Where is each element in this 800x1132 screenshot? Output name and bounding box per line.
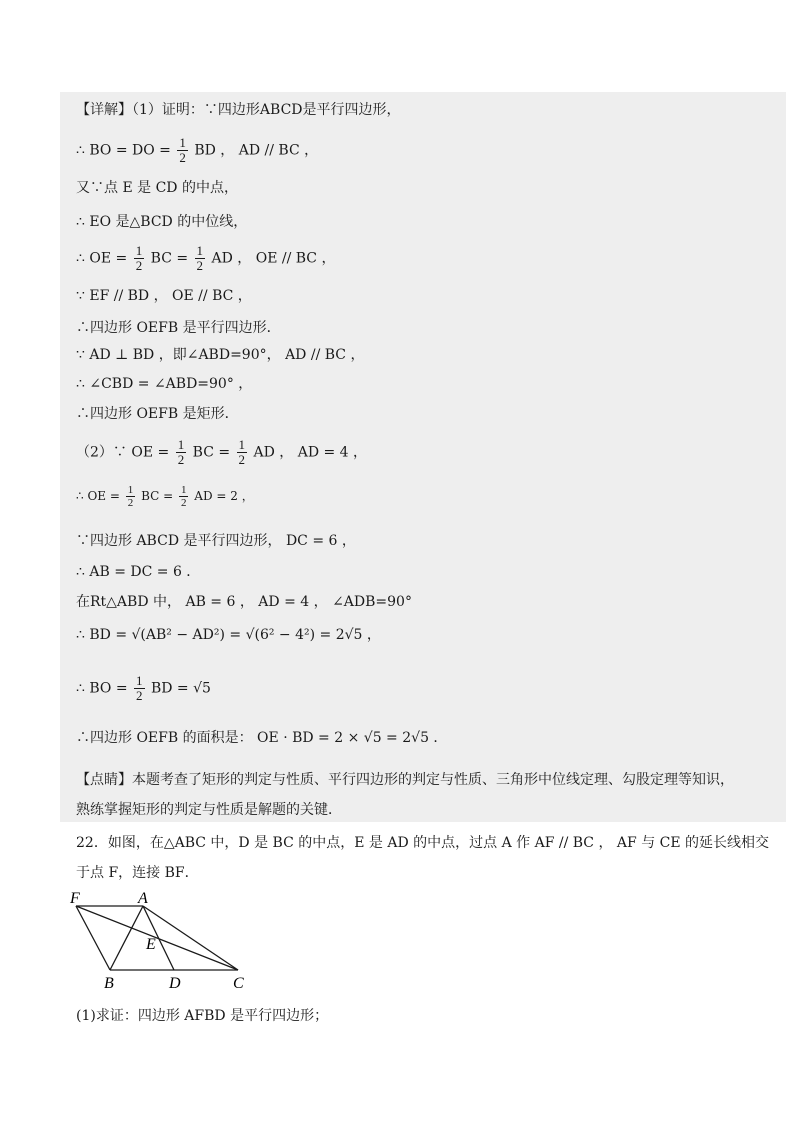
solution-line-13: ∵四边形 ABCD 是平行四边形， DC = 6 ，: [76, 533, 356, 549]
solution-line-6: ∵ EF // BD ， OE // BC ，: [76, 288, 252, 304]
solution-line-2: ∴ BO = DO = $\frac{1}{2}$ BD ， AD // BC ，: [76, 135, 319, 165]
solution-line-8: ∵ AD ⊥ BD ，即∠ABD=90°， AD // BC ，: [76, 347, 365, 363]
geometry-figure: [68, 888, 258, 1002]
solution-line-12: ∴ OE = $\frac{1}{2}$ BC = $\frac{1}{2}$ AD = 2 ，: [76, 484, 254, 509]
fraction-half: $\frac{1}{2}$: [136, 673, 143, 703]
solution-line-3: 又∵点 E 是 CD 的中点，: [76, 180, 238, 196]
solution-line-7: ∴四边形 OEFB 是平行四边形．: [76, 320, 281, 336]
solution-line-19: 【点睛】本题考查了矩形的判定与性质、平行四边形的判定与性质、三角形中位线定理、勾股定理等知识，: [76, 772, 734, 788]
segment-fb: [76, 906, 110, 970]
solution-line-11: （2）∵ OE = $\frac{1}{2}$ BC = $\frac{1}{2}$ AD ， AD = 4 ，: [76, 437, 368, 467]
solution-line-14: ∴ AB = DC = 6 ．: [76, 564, 201, 580]
question-1: (1)求证：四边形 AFBD 是平行四边形；: [76, 1008, 329, 1024]
solution-line-18: ∴四边形 OEFB 的面积是： OE · BD = 2 × √5 = 2√5 ．: [76, 730, 448, 746]
label-d: D: [169, 975, 181, 992]
solution-line-5: ∴ OE = $\frac{1}{2}$ BC = $\frac{1}{2}$ AD ， OE // BC ，: [76, 243, 336, 273]
label-b: B: [104, 975, 114, 992]
label-e: E: [146, 936, 156, 953]
solution-line-4: ∴ EO 是△BCD 的中位线，: [76, 214, 248, 230]
geometry-diagram: [68, 888, 258, 998]
fraction-half: $\frac{1}{2}$: [127, 484, 134, 509]
solution-line-10: ∴四边形 OEFB 是矩形．: [76, 406, 239, 422]
solution-line-20: 熟练掌握矩形的判定与性质是解题的关键．: [76, 802, 342, 818]
problem-line-2: 于点 F，连接 BF．: [76, 865, 199, 881]
fraction-half: $\frac{1}{2}$: [180, 484, 187, 509]
segment-ab: [110, 906, 143, 970]
solution-line-1: 【详解】（1）证明：∵四边形ABCD是平行四边形，: [76, 102, 401, 118]
label-a: A: [138, 890, 148, 907]
fraction-half: $\frac{1}{2}$: [177, 437, 185, 467]
problem-line-1: 22．如图，在△ABC 中，D 是 BC 的中点，E 是 AD 的中点，过点 A 作 AF // BC ， AF 与 CE 的延长线相交: [76, 835, 770, 851]
fraction-half: $\frac{1}{2}$: [238, 437, 246, 467]
fraction-half: $\frac{1}{2}$: [196, 243, 204, 273]
solution-line-17: ∴ BO = $\frac{1}{2}$ BD = √5: [76, 673, 211, 703]
label-c: C: [233, 975, 244, 992]
solution-line-9: ∴ ∠CBD = ∠ABD=90° ，: [76, 376, 253, 392]
solution-line-15: 在Rt△ABD 中， AB = 6 ， AD = 4 ， ∠ADB=90°: [76, 594, 412, 610]
fraction-half: $\frac{1}{2}$: [135, 243, 143, 273]
solution-line-16: ∴ BD = √(AB² − AD²) = √(6² − 4²) = 2√5 ，: [76, 627, 381, 643]
fraction-half: $\frac{1}{2}$: [179, 135, 186, 165]
label-f: F: [70, 890, 80, 907]
